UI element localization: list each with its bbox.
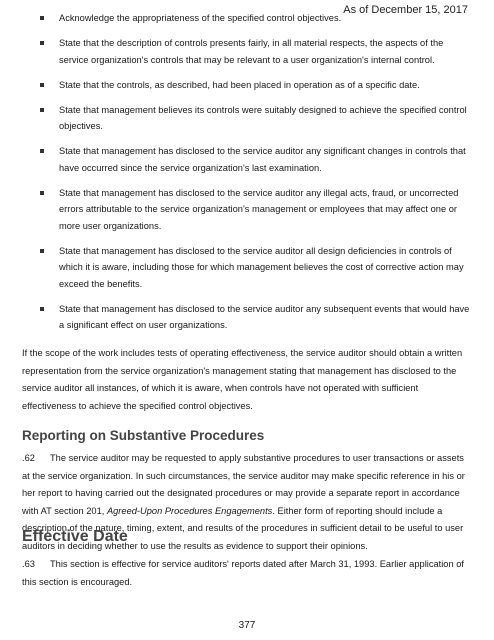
bullet-item — [40, 185, 470, 235]
paragraph-63 — [22, 556, 470, 591]
bullet-text: State that the controls, as described, had been placed in operation as of a specific date. — [59, 79, 420, 90]
bullet-item — [40, 35, 470, 68]
header-date: As of December 15, 2017 — [343, 4, 468, 16]
reporting-heading: Reporting on Substantive Procedures — [22, 428, 265, 443]
scope-paragraph: If the scope of the work includes tests of operating effectiveness, the service auditor should obtain a written representation from the service organization's management stating that management has disclosed to the service auditor all instances, of which it is aware, when controls have not operated with sufficient effectiveness to achieve the specified control objectives. — [22, 348, 463, 411]
paragraph-text: This section is effective for service auditors' reports dated after March 31, 1993. Earlier application of this section is encouraged. — [22, 559, 464, 587]
bullet-text: State that management has disclosed to the service auditor any subsequent events that would have a significant effect on user organizations. — [59, 303, 470, 330]
bullet-item — [40, 10, 470, 27]
bullet-text: Acknowledge the appropriateness of the specified control objectives. — [59, 13, 342, 23]
square-bullet-icon — [40, 41, 44, 45]
square-bullet-icon — [40, 307, 44, 311]
square-bullet-icon — [40, 16, 44, 20]
square-bullet-icon — [40, 108, 44, 112]
standard-title: Agreed-Upon Procedures Engagements — [106, 505, 273, 516]
square-bullet-icon — [40, 249, 44, 253]
bullet-text: State that management has disclosed to the service auditor all design deficiencies in controls of which it is aware, including those for which management believes the cost of corrective action may exceed the benefits. — [59, 245, 464, 289]
bullet-text: State that management has disclosed to the service auditor any illegal acts, fraud, or uncorrected errors attributable to the service organization's management or employees that may affect one or more user organizations. — [59, 187, 459, 231]
bullet-item — [40, 102, 470, 135]
bullet-item — [40, 301, 470, 334]
effective-date-heading: Effective Date — [22, 528, 128, 545]
bullet-item — [40, 143, 470, 176]
square-bullet-icon — [40, 191, 44, 195]
paragraph-number: .63 — [22, 559, 35, 569]
bullet-text: State that management believes its controls were suitably designed to achieve the specified control objectives. — [59, 104, 467, 131]
paragraph-number: .62 — [22, 453, 35, 463]
bullet-list — [40, 10, 470, 342]
bullet-text: State that management has disclosed to the service auditor any significant changes in controls that have occurred since the service organization's last examination. — [59, 146, 466, 173]
bullet-item — [40, 77, 470, 94]
page-number: 377 — [238, 620, 256, 631]
paragraph-text: The service auditor may be requested to apply substantive procedures to user transactions or assets at the service organization. In such circumstances, the service auditor may make specific reference in his or her report to having carried out the designated procedures or may provide a separate report in accordance with AT section 201, — [22, 453, 465, 516]
paragraph-text: . Either form of reporting should include a description of the nature, timing, extent, and results of the procedures in sufficient detail to be useful to user auditors in deciding whether to use the results as evidence to support their opinions. — [22, 505, 464, 551]
square-bullet-icon — [40, 83, 44, 87]
bullet-item — [40, 243, 470, 293]
bullet-text: State that the description of controls presents fairly, in all material respects, the aspects of the service organization's controls that may be relevant to a user organization's internal control. — [59, 38, 444, 65]
square-bullet-icon — [40, 149, 44, 153]
